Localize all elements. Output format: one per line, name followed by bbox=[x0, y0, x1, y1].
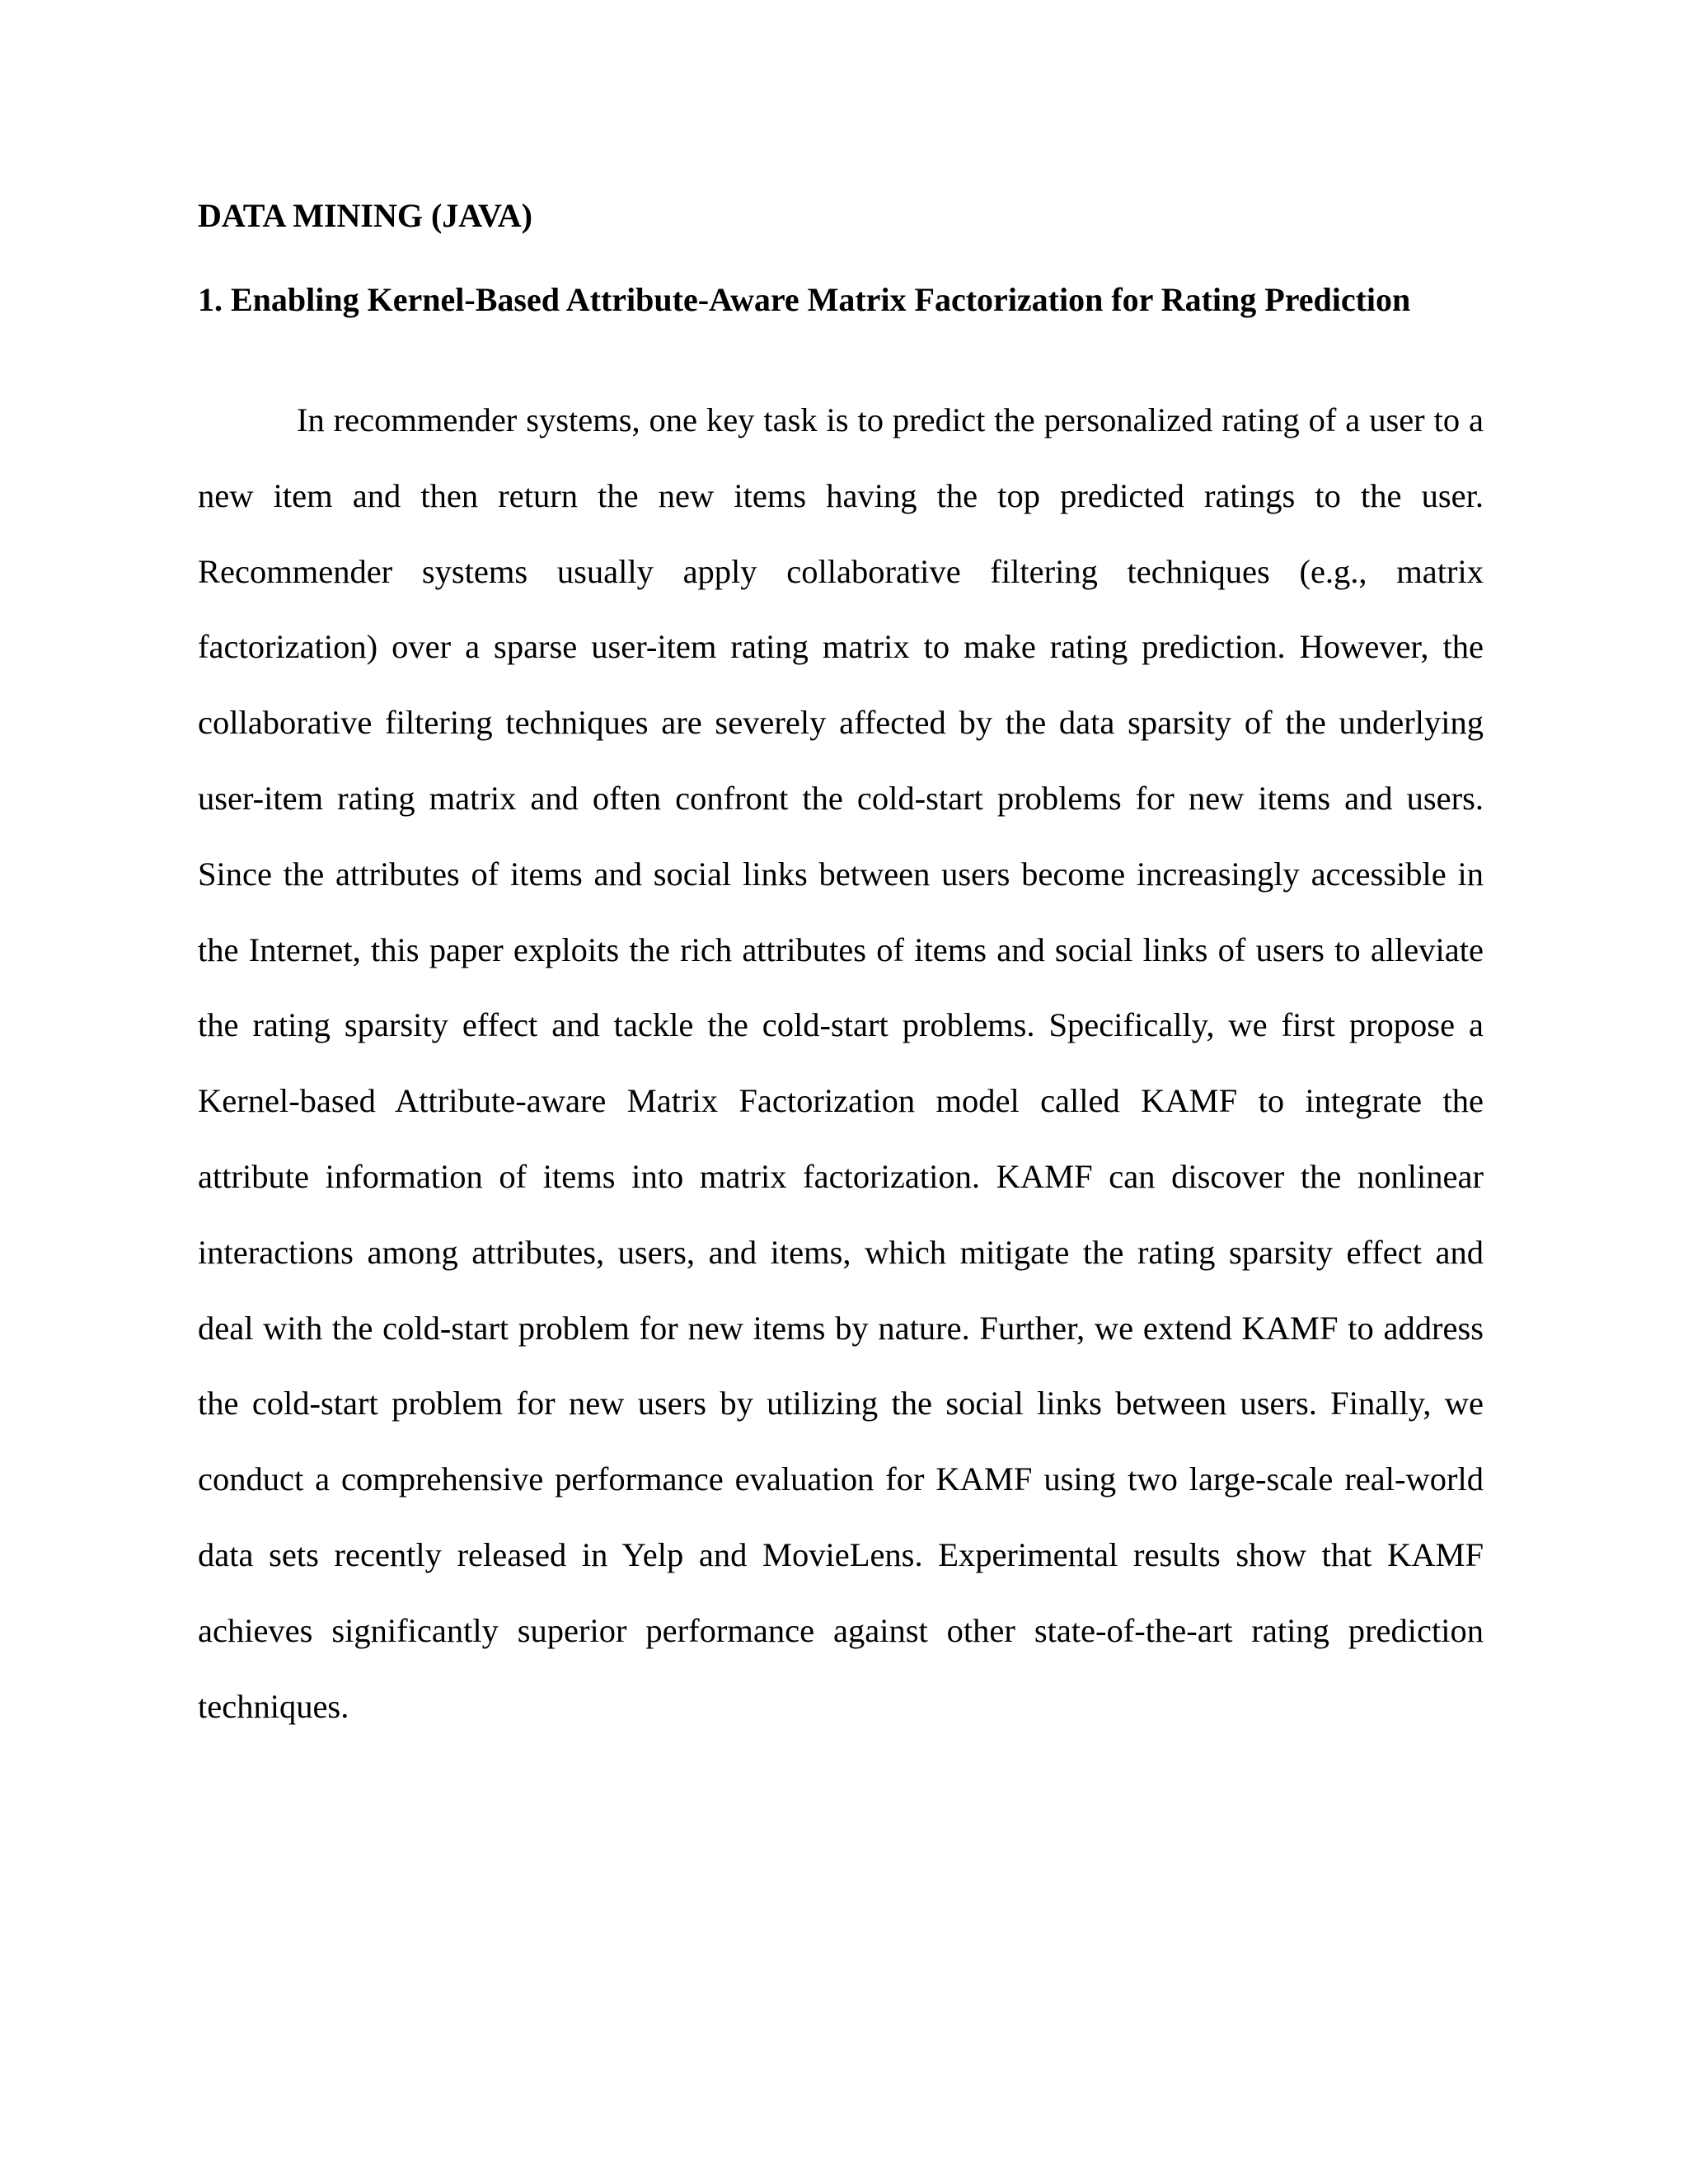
abstract-paragraph: In recommender systems, one key task is to predict the personalized rating of a user to a new item and then return the new items having the top predicted ratings to the user. Recommender systems usually apply collaborative filtering techniques (e.g., matrix factorization) over a sparse user-item rating matrix to make rating prediction. However, the collaborative filtering techniques are severely affected by the data sparsity of the underlying user-item rating matrix and often confront the cold-start problems for new items and users. Since the attributes of items and social links between users become increasingly accessible in the Internet, this paper exploits the rich attributes of items and social links of users to alleviate the rating sparsity effect and tackle the cold-start problems. Specifically, we first propose a Kernel-based Attribute-aware Matrix Factorization model called KAMF to integrate the attribute information of items into matrix factorization. KAMF can discover the nonlinear interactions among attributes, users, and items, which mitigate the rating sparsity effect and deal with the cold-start problem for new items by nature. Further, we extend KAMF to address the cold-start problem for new users by utilizing the social links between users. Finally, we conduct a comprehensive performance evaluation for KAMF using two large-scale real-world data sets recently released in Yelp and MovieLens. Experimental results show that KAMF achieves significantly superior performance against other state-of-the-art rating prediction techniques. bbox=[198, 401, 1484, 1725]
paper-title: 1. Enabling Kernel-Based Attribute-Aware Matrix Factorization for Rating Prediction bbox=[198, 281, 1411, 318]
section-heading: DATA MINING (JAVA) bbox=[198, 197, 532, 234]
